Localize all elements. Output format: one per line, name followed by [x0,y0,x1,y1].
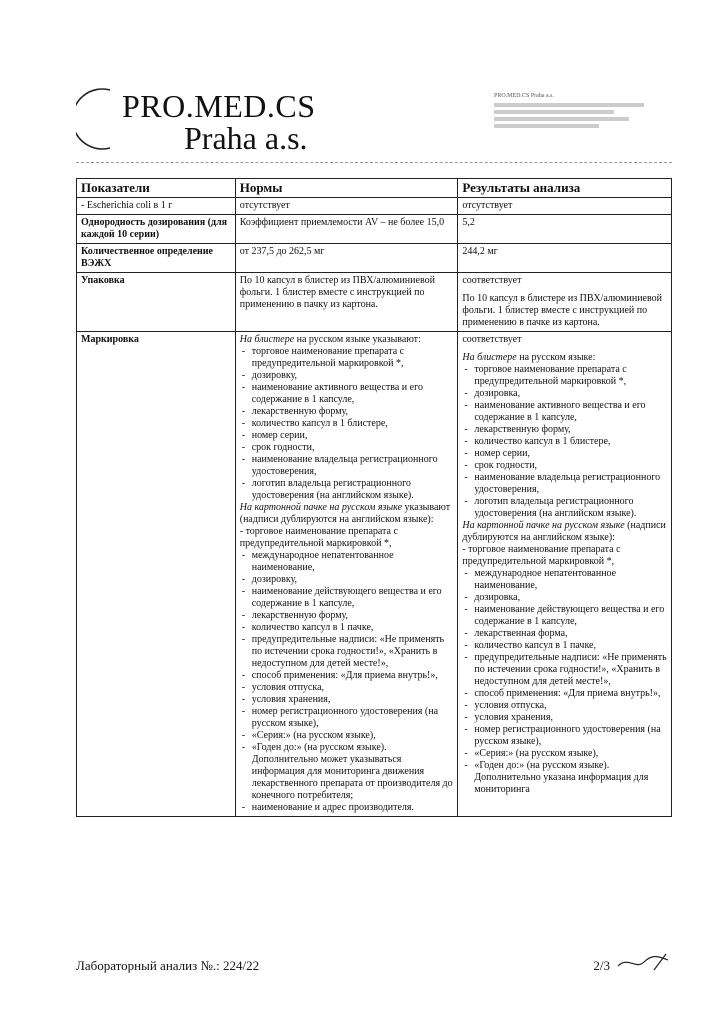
list-item: - дозировку, [252,370,454,382]
norm-cell [235,332,458,817]
norm-cell: отсутствует [235,198,458,215]
blister-list [462,364,667,520]
list-item: - логотип владельца регистрационного удостоверения (на английском языке). [474,496,667,520]
norm-cell: По 10 капсул в блистер из ПВХ/алюминиевой фольги. 1 блистер вместе с инструкцией по применению в пачку из картона. [235,273,458,332]
logo-line-1: PRO.MED.CS [122,88,316,124]
box-intro: На картонной пачке на русском языке (надписи дублируются на английском языке): [462,520,666,543]
indicator-cell: - Escherichia coli в 1 г [77,198,236,215]
table-row [77,332,672,817]
table-row [77,198,672,215]
list-item: - условия хранения, [252,694,454,706]
address-header: PRO.MED.CS Praha a.s. [494,93,555,99]
company-logo [76,86,336,156]
box-list [462,568,667,796]
list-item: - предупредительные надписи: «Не применять по истечении срока годности!», «Хранить в недоступном для детей месте!», [252,634,454,670]
list-item: - лекарственная форма, [474,628,667,640]
list-item: - номер регистрационного удостоверения (на русском языке), [474,724,667,748]
list-item: - условия отпуска, [252,682,454,694]
analysis-table [76,178,672,817]
list-item: - лекарственную форму, [474,424,667,436]
list-item: - предупредительные надписи: «Не применять по истечении срока годности!», «Хранить в недоступном для детей месте!», [474,652,667,688]
list-item: - наименование активного вещества и его содержание в 1 капсуле, [474,400,667,424]
list-item: - наименование и адрес производителя. [252,802,454,814]
list-item: - номер серии, [474,448,667,460]
logo-line-2: Praha a.s. [184,120,308,156]
list-item: - наименование действующего вещества и его содержание в 1 капсуле, [252,586,454,610]
result-status: соответствует [462,275,522,286]
table-row [77,244,672,273]
list-item: - количество капсул в 1 блистере, [474,436,667,448]
signature-icon [614,950,672,974]
list-item: - способ применения: «Для приема внутрь!», [252,670,454,682]
result-text: По 10 капсул в блистере из ПВХ/алюминиевой фольги. 1 блистер вместе с инструкцией по применению в пачке из картона. [462,293,663,328]
list-item: - «Серия:» (на русском языке), [252,730,454,742]
list-item: - количество капсул в 1 пачке, [252,622,454,634]
list-item: - лекарственную форму, [252,406,454,418]
list-item: - наименование активного вещества и его содержание в 1 капсуле, [252,382,454,406]
list-item: - логотип владельца регистрационного удостоверения (на английском языке). [252,478,454,502]
blister-intro: На блистере на русском языке: [462,352,596,363]
lab-analysis-number: Лабораторный анализ №.: 224/22 [76,958,260,973]
indicator-cell: Маркировка [77,332,236,817]
norm-cell: от 237,5 до 262,5 мг [235,244,458,273]
col-header-norms: Нормы [235,179,458,198]
result-cell [458,273,672,332]
page-number: 2/3 [593,958,610,973]
address-blur [494,124,599,128]
box-lead: - торговое наименование препарата с предупредительной маркировкой *, [239,526,398,549]
indicator-cell: Упаковка [77,273,236,332]
list-item: - условия хранения, [474,712,667,724]
result-cell: 244,2 мг [458,244,672,273]
table-row [77,273,672,332]
list-item: - наименование владельца регистрационного удостоверения, [474,472,667,496]
col-header-results: Результаты анализа [458,179,672,198]
address-blur [494,103,644,107]
box-lead: - торговое наименование препарата с предупредительной маркировкой *, [462,544,621,567]
list-item: - международное непатентованное наименование, [474,568,667,592]
list-item: - наименование владельца регистрационного удостоверения, [252,454,454,478]
list-item: - номер серии, [252,430,454,442]
list-item: - количество капсул в 1 пачке, [474,640,667,652]
col-header-indicators: Показатели [77,179,236,198]
result-cell: отсутствует [458,198,672,215]
list-item: - международное непатентованное наименование, [252,550,454,574]
list-item: - торговое наименование препарата с предупредительной маркировкой *, [474,364,667,388]
address-blur [494,117,629,121]
indicator-cell: Количественное определение ВЭЖХ [77,244,236,273]
table-row [77,215,672,244]
list-item: - условия отпуска, [474,700,667,712]
blister-intro: На блистере на русском языке указывают: [239,334,421,345]
list-item: - торговое наименование препарата с предупредительной маркировкой *, [252,346,454,370]
page-footer [76,958,672,974]
list-item: - способ применения: «Для приема внутрь!», [474,688,667,700]
table-header-row [77,179,672,198]
blister-list [240,346,454,502]
header-divider [76,162,672,163]
list-item: - «Годен до:» (на русском языке). Дополнительно указана информация для мониторинга [474,760,667,796]
box-list [240,550,454,814]
result-cell [458,332,672,817]
list-item: - дозировка, [474,388,667,400]
list-item: - «Годен до:» (на русском языке). Дополнительно может указываться информация для мониторинга движения лекарственного препарата от производителя до конечного потребителя; [252,742,454,802]
norm-cell: Коэффициент приемлемости AV – не более 15,0 [235,215,458,244]
list-item: - наименование действующего вещества и его содержание в 1 капсуле, [474,604,667,628]
list-item: - срок годности, [474,460,667,472]
address-blur [494,110,614,114]
result-status: соответствует [462,334,522,345]
company-address [494,92,644,131]
list-item: - дозировка, [474,592,667,604]
indicator-cell: Однородность дозирования (для каждой 10 серии) [77,215,236,244]
list-item: - срок годности, [252,442,454,454]
list-item: - «Серия:» (на русском языке), [474,748,667,760]
result-cell: 5,2 [458,215,672,244]
list-item: - номер регистрационного удостоверения (на русском языке), [252,706,454,730]
box-intro: На картонной пачке на русском языке указывают (надписи дублируются на английском языке): [239,502,451,525]
list-item: - дозировку, [252,574,454,586]
list-item: - количество капсул в 1 блистере, [252,418,454,430]
list-item: - лекарственную форму, [252,610,454,622]
